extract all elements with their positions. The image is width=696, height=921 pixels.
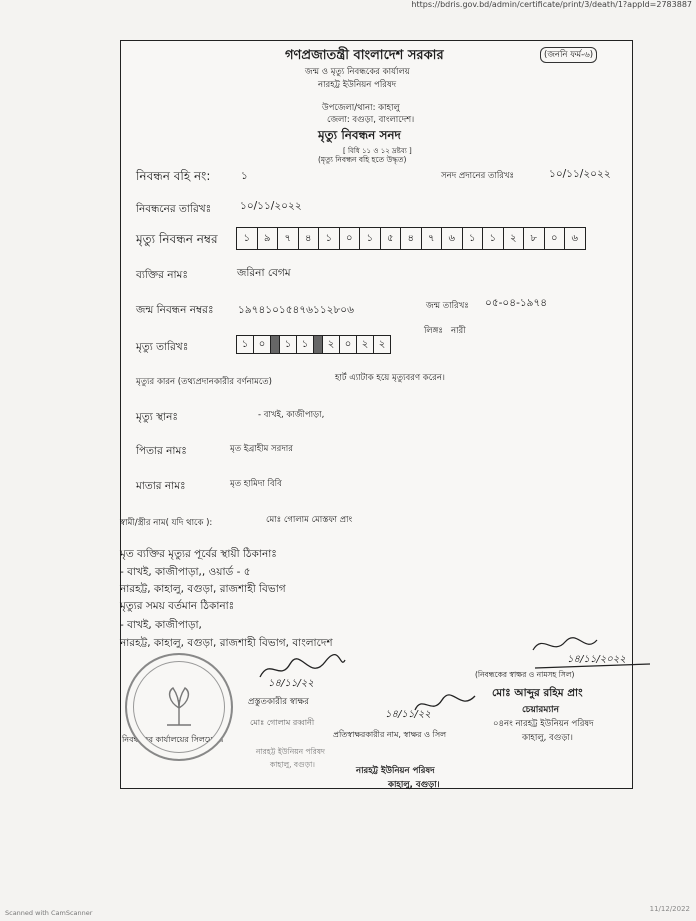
digit-box: ৬ (571, 233, 578, 244)
digit-box: ০ (340, 228, 361, 249)
union-name: নারহট্ট ইউনিয়ন পরিষদ (318, 80, 397, 90)
digit-box: ২ (504, 228, 525, 249)
death-date-boxes (236, 335, 391, 354)
digit-box: ০ (545, 228, 566, 249)
digit-box: ৭ (422, 228, 443, 249)
name-value: জরিনা বেগম (237, 267, 291, 279)
seal-emblem-icon (157, 680, 201, 730)
sex-value: নারী (451, 326, 466, 336)
place-value: - বাখই, কাজীপাড়া, (258, 410, 325, 420)
rule-reference: [ বিধি ১১ ও ১২ দ্রষ্টব্য ] (343, 147, 412, 155)
digit-box: ৪ (401, 228, 422, 249)
perm-address-label: মৃত ব্যক্তির মৃত্যুর পূর্বের স্থায়ী ঠিকানাঃ (120, 548, 277, 560)
date-box: ০ (254, 336, 271, 353)
date-box: ১ (297, 336, 314, 353)
dob-value: ০৫-০৪-১৯৭৪ (485, 297, 548, 309)
name-label: ব্যক্তির নামঃ (136, 269, 188, 281)
perm-address-line2: নারহট্ট, কাহালু, বগুড়া, রাজশাহী বিভাগ (120, 583, 286, 595)
cause-value: হার্ট এ্যাটাক হয়ে মৃত্যুবরণ করেন। (335, 373, 445, 383)
birth-reg-label: জন্ম নিবন্ধন নম্বরঃ (136, 304, 214, 316)
book-no-value: ১ (241, 170, 248, 182)
father-value: মৃত ইব্রাহীম সরদার (230, 444, 293, 454)
upazila-line: উপজেলা/থানা: কাহালু (322, 103, 400, 113)
current-address-line2: নারহট্ট, কাহালু, বগুড়া, রাজশাহী বিভাগ, বাংলাদেশ (120, 637, 333, 649)
date-separator (314, 336, 323, 353)
officer-union: নারহট্ট ইউনিয়ন পরিষদ (256, 747, 325, 756)
chairman-address: কাহালু, বগুড়া। (522, 733, 573, 743)
digit-box: ১ (319, 228, 340, 249)
office-name: জন্ম ও মৃত্যু নিবন্ধকের কার্যালয় (305, 67, 410, 77)
date-box: ১ (237, 336, 254, 353)
date-separator (271, 336, 280, 353)
cause-label: মৃত্যুর কারন (তথ্যপ্রদানকারীর বর্ণনামতে) (136, 377, 272, 387)
dob-label: জন্ম তারিখঃ (426, 301, 469, 311)
reg-date-value: ১০/১১/২০২২ (240, 200, 302, 212)
digit-box: ৭ (278, 228, 299, 249)
officer-address: কাহালু, বগুড়া। (270, 760, 315, 769)
registrar-label: (নিবন্ধকের স্বাক্ষর ও নামসহ সিল) (475, 670, 575, 679)
registrar-signature-date: ১৪/১১/২০২২ (567, 654, 626, 665)
issue-date-value: ১০/১১/২০২২ (549, 168, 611, 180)
preparer-label: প্রস্তুতকারীর স্বাক্ষর (248, 697, 309, 707)
digit-box: ১ (463, 228, 484, 249)
digit-box: ৫ (381, 228, 402, 249)
spouse-value: মোঃ গোলাম মোস্তফা প্রাং (266, 515, 353, 525)
issue-date-label: সনদ প্রদানের তারিখঃ (441, 171, 515, 181)
death-date-label: মৃত্যু তারিখঃ (136, 341, 189, 353)
source-note: (মৃত্যু নিবন্ধন বহি হতে উদ্ধৃত) (318, 155, 407, 164)
district-line: জেলা: বগুড়া, বাংলাদেশ। (327, 115, 415, 125)
date-box: ২ (378, 339, 386, 350)
verifier-signature-date: ১৪/১১/২২ (385, 709, 431, 720)
date-box: ০ (340, 336, 357, 353)
place-label: মৃত্যু স্থানঃ (136, 411, 178, 423)
digit-box: ৬ (442, 228, 463, 249)
death-reg-label: মৃত্যু নিবন্ধন নম্বর (136, 232, 218, 246)
stamp-union: নারহট্ট ইউনিয়ন পরিষদ (356, 766, 435, 776)
gov-title: গণপ্রজাতন্ত্রী বাংলাদেশ সরকার (285, 48, 444, 63)
father-label: পিতার নামঃ (136, 445, 187, 457)
digit-box: ১ (237, 228, 258, 249)
perm-address-line1: - বাখই, কাজীপাড়া,, ওয়ার্ড - ৫ (120, 566, 251, 578)
chairman-union: ০৪নং নারহট্ট ইউনিয়ন পরিষদ (493, 719, 594, 729)
office-seal-label: নিবন্ধকের কার্যালয়ের সিলমোহর (122, 735, 224, 744)
sex-label: লিঙ্গঃ (424, 326, 443, 336)
mother-label: মাতার নামঃ (136, 480, 186, 492)
digit-box: ১ (360, 228, 381, 249)
form-number-badge: (জননি ফর্ম-৬) (540, 47, 597, 63)
digit-box: ৮ (524, 228, 545, 249)
date-box: ২ (357, 336, 374, 353)
browser-url: https://bdris.gov.bd/admin/certificate/print/3/death/1?appId=2783887 (411, 0, 692, 9)
office-seal (125, 653, 233, 761)
stamp-address: কাহালু, বগুড়া। (388, 780, 440, 790)
digit-box: ৪ (299, 228, 320, 249)
book-no-label: নিবন্ধন বহি নং: (136, 169, 211, 183)
date-box: ১ (280, 336, 297, 353)
certificate-title: মৃত্যু নিবন্ধন সনদ (318, 128, 401, 142)
digit-box: ৯ (258, 228, 279, 249)
verifier-label: প্রতিস্বাক্ষরকারীর নাম, স্বাক্ষর ও সিল (333, 730, 447, 739)
current-address-label: মৃত্যুর সময় বর্তমান ঠিকানাঃ (120, 600, 235, 612)
date-box: ২ (323, 336, 340, 353)
birth-reg-value: ১৯৭৪১০১৫৪৭৬১১২৮০৬ (238, 304, 354, 316)
corner-date: 11/12/2022 (649, 905, 690, 913)
spouse-label: স্বামী/স্ত্রীর নাম( যদি থাকে ): (120, 518, 213, 528)
reg-date-label: নিবন্ধনের তারিখঃ (136, 203, 212, 215)
scanner-watermark: Scanned with CamScanner (5, 909, 93, 917)
digit-box: ১ (483, 228, 504, 249)
preparer-signature-date: ১৪/১১/২২ (268, 678, 314, 689)
chairman-title: চেয়ারম্যান (522, 705, 559, 715)
death-reg-number-boxes (236, 227, 586, 250)
chairman-name: মোঃ আব্দুর রহিম প্রাং (492, 687, 583, 699)
mother-value: মৃত হামিদা বিবি (230, 479, 282, 489)
officer-name: মোঃ গোলাম রব্বানী (250, 718, 315, 727)
current-address-line1: - বাখই, কাজীপাড়া, (120, 619, 202, 631)
